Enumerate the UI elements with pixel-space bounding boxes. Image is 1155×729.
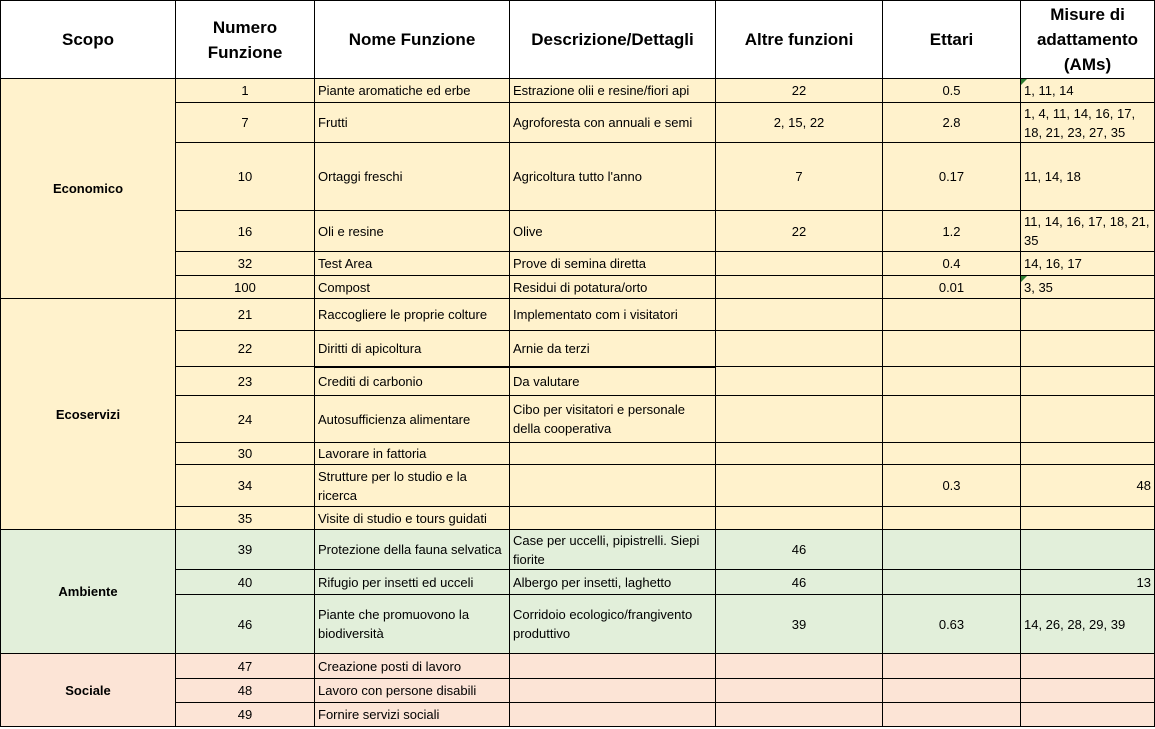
cell-other-functions	[716, 331, 883, 367]
cell-ams: 14, 16, 17	[1021, 252, 1155, 276]
table-row	[1, 530, 1155, 570]
cell-name: Rifugio per insetti ed ucceli	[315, 570, 510, 595]
cell-ams	[1021, 443, 1155, 465]
cell-hectares: 0.17	[883, 143, 1021, 211]
cell-other-functions	[716, 679, 883, 703]
cell-ams: 1, 11, 14	[1021, 79, 1155, 103]
cell-hectares	[883, 703, 1021, 727]
cell-other-functions	[716, 299, 883, 331]
cell-other-functions	[716, 367, 883, 396]
cell-number: 39	[176, 530, 315, 570]
cell-other-functions	[716, 703, 883, 727]
cell-ams: 14, 26, 28, 29, 39	[1021, 595, 1155, 654]
cell-number: 49	[176, 703, 315, 727]
cell-description: Agroforesta con annuali e semi	[510, 103, 716, 143]
cell-description	[510, 654, 716, 679]
header-ams: Misure di adattamento (AMs)	[1021, 1, 1155, 79]
cell-ams	[1021, 367, 1155, 396]
cell-number: 40	[176, 570, 315, 595]
cell-ams: 13	[1021, 570, 1155, 595]
cell-ams: 11, 14, 16, 17, 18, 21, 35	[1021, 211, 1155, 252]
cell-other-functions	[716, 465, 883, 507]
cell-name: Lavorare in fattoria	[315, 443, 510, 465]
cell-number: 23	[176, 367, 315, 396]
cell-description: Cibo per visitatori e personale della cooperativa	[510, 396, 716, 443]
cell-hectares	[883, 299, 1021, 331]
cell-description: Arnie da terzi	[510, 331, 716, 367]
cell-description: Implementato com i visitatori	[510, 299, 716, 331]
cell-ams	[1021, 396, 1155, 443]
header-ettari: Ettari	[883, 1, 1021, 79]
cell-other-functions	[716, 654, 883, 679]
cell-number: 24	[176, 396, 315, 443]
cell-name: Compost	[315, 276, 510, 299]
cell-ams	[1021, 703, 1155, 727]
cell-name: Crediti di carbonio	[315, 367, 510, 396]
cell-name: Ortaggi freschi	[315, 143, 510, 211]
cell-hectares	[883, 396, 1021, 443]
scope-cell: Ecoservizi	[1, 299, 176, 530]
cell-hectares: 1.2	[883, 211, 1021, 252]
cell-name: Creazione posti di lavoro	[315, 654, 510, 679]
cell-number: 47	[176, 654, 315, 679]
cell-ams	[1021, 679, 1155, 703]
cell-ams	[1021, 654, 1155, 679]
cell-description: Residui di potatura/orto	[510, 276, 716, 299]
cell-description: Albergo per insetti, laghetto	[510, 570, 716, 595]
cell-description: Estrazione olii e resine/fiori api	[510, 79, 716, 103]
cell-ams: 3, 35	[1021, 276, 1155, 299]
scope-cell: Ambiente	[1, 530, 176, 654]
cell-name: Frutti	[315, 103, 510, 143]
cell-number: 35	[176, 507, 315, 530]
cell-other-functions: 22	[716, 211, 883, 252]
cell-hectares: 0.3	[883, 465, 1021, 507]
cell-description: Corridoio ecologico/frangivento produttivo	[510, 595, 716, 654]
cell-name: Piante che promuovono la biodiversità	[315, 595, 510, 654]
cell-other-functions: 46	[716, 530, 883, 570]
cell-ams: 48	[1021, 465, 1155, 507]
table-row	[1, 79, 1155, 103]
cell-other-functions	[716, 276, 883, 299]
cell-name: Strutture per lo studio e la ricerca	[315, 465, 510, 507]
cell-number: 30	[176, 443, 315, 465]
cell-ams: 11, 14, 18	[1021, 143, 1155, 211]
cell-number: 34	[176, 465, 315, 507]
cell-other-functions	[716, 443, 883, 465]
cell-name: Protezione della fauna selvatica	[315, 530, 510, 570]
cell-number: 1	[176, 79, 315, 103]
cell-ams	[1021, 331, 1155, 367]
cell-other-functions	[716, 252, 883, 276]
cell-ams	[1021, 299, 1155, 331]
cell-hectares: 0.63	[883, 595, 1021, 654]
cell-number: 10	[176, 143, 315, 211]
cell-other-functions: 2, 15, 22	[716, 103, 883, 143]
cell-hectares: 2.8	[883, 103, 1021, 143]
cell-name: Fornire servizi sociali	[315, 703, 510, 727]
cell-description	[510, 507, 716, 530]
cell-other-functions: 7	[716, 143, 883, 211]
cell-description: Da valutare	[510, 367, 716, 396]
cell-name: Autosufficienza alimentare	[315, 396, 510, 443]
header-nome-funzione: Nome Funzione	[315, 1, 510, 79]
header-row	[1, 1, 1155, 79]
cell-description	[510, 465, 716, 507]
cell-description: Prove di semina diretta	[510, 252, 716, 276]
header-scopo: Scopo	[1, 1, 176, 79]
cell-hectares: 0.4	[883, 252, 1021, 276]
header-descrizione: Descrizione/Dettagli	[510, 1, 716, 79]
cell-hectares	[883, 530, 1021, 570]
header-altre-funzioni: Altre funzioni	[716, 1, 883, 79]
cell-other-functions	[716, 507, 883, 530]
table-row	[1, 654, 1155, 679]
cell-hectares	[883, 570, 1021, 595]
cell-number: 7	[176, 103, 315, 143]
cell-name: Visite di studio e tours guidati	[315, 507, 510, 530]
scope-cell: Sociale	[1, 654, 176, 727]
cell-hectares: 0.5	[883, 79, 1021, 103]
cell-name: Test Area	[315, 252, 510, 276]
cell-description: Case per uccelli, pipistrelli. Siepi fiorite	[510, 530, 716, 570]
cell-other-functions: 22	[716, 79, 883, 103]
cell-description	[510, 679, 716, 703]
cell-name: Oli e resine	[315, 211, 510, 252]
cell-name: Lavoro con persone disabili	[315, 679, 510, 703]
header-numero-funzione: Numero Funzione	[176, 1, 315, 79]
cell-other-functions: 46	[716, 570, 883, 595]
cell-hectares	[883, 654, 1021, 679]
cell-ams	[1021, 507, 1155, 530]
cell-other-functions	[716, 396, 883, 443]
scope-cell: Economico	[1, 79, 176, 299]
cell-ams: 1, 4, 11, 14, 16, 17, 18, 21, 23, 27, 35	[1021, 103, 1155, 143]
cell-number: 32	[176, 252, 315, 276]
cell-name: Raccogliere le proprie colture	[315, 299, 510, 331]
cell-description: Agricoltura tutto l'anno	[510, 143, 716, 211]
cell-hectares: 0.01	[883, 276, 1021, 299]
cell-hectares	[883, 367, 1021, 396]
cell-hectares	[883, 443, 1021, 465]
cell-ams	[1021, 530, 1155, 570]
cell-number: 16	[176, 211, 315, 252]
cell-description	[510, 443, 716, 465]
cell-number: 46	[176, 595, 315, 654]
cell-name: Piante aromatiche ed erbe	[315, 79, 510, 103]
cell-description: Olive	[510, 211, 716, 252]
cell-number: 48	[176, 679, 315, 703]
cell-hectares	[883, 679, 1021, 703]
cell-name: Diritti di apicoltura	[315, 331, 510, 367]
table-row	[1, 299, 1155, 331]
cell-hectares	[883, 331, 1021, 367]
cell-number: 21	[176, 299, 315, 331]
cell-number: 22	[176, 331, 315, 367]
cell-description	[510, 703, 716, 727]
cell-other-functions: 39	[716, 595, 883, 654]
cell-hectares	[883, 507, 1021, 530]
cell-number: 100	[176, 276, 315, 299]
